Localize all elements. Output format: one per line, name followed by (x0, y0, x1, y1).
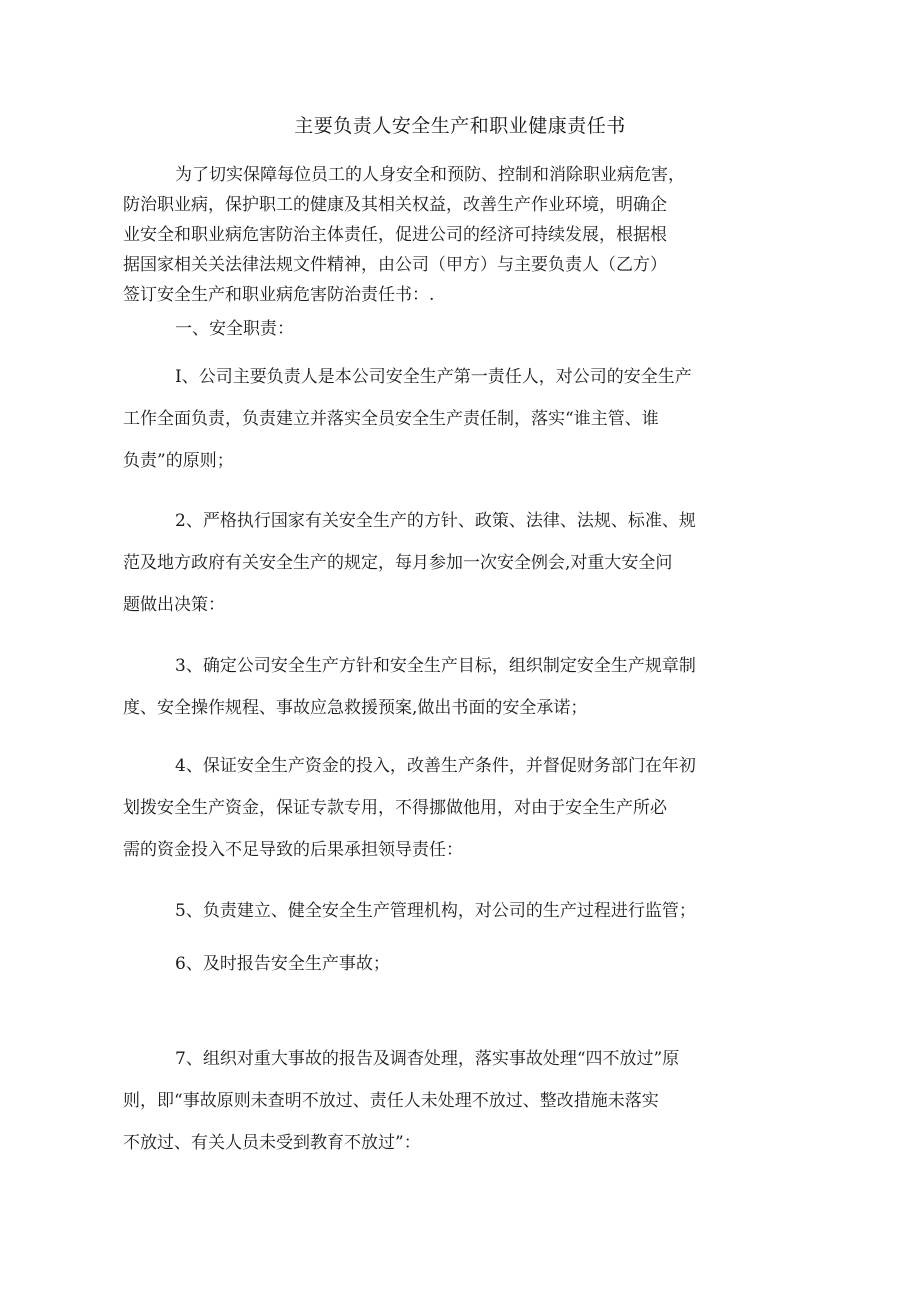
duty-item-line: 7、组织对重大事故的报告及调杳处理，落实事故处理“四不放过”原 (175, 1049, 680, 1069)
duty-item-line: 6、及时报告安全生产事故； (175, 954, 390, 974)
document-title: 主要负责人安全生产和职业健康责任书 (294, 115, 626, 137)
intro-line: 防治职业病，保护职工的健康及其相关权益，改善生产作业环境，明确企 (123, 195, 667, 215)
duty-item-line: 需的资金投入不足导致的后果承担领导责任： (123, 840, 463, 860)
duty-item-line: 范及地方政府有关安全生产的规定，每月参加一次安全例会,对重大安全问 (123, 553, 673, 573)
duty-item-line: 5、负责建立、健全安全生产管理机构，对公司的生产过程进行监管； (175, 901, 696, 921)
duty-item-line: 2、严格执行国家有关安全生产的方针、政策、法律、法规、标准、规 (175, 511, 696, 531)
section-heading-text: 一、安全职责： (175, 319, 294, 339)
duty-item-line: 则，即“事故原则未查明不放过、责任人未处理不放过、整改措施未落实 (123, 1091, 659, 1111)
intro-line: 为了切实保障每位员工的人身安全和预防、控制和消除职业病危害， (175, 165, 685, 185)
duty-item-6 (123, 943, 793, 985)
intro-line: 签订安全生产和职业病危害防治责任书：. (123, 285, 435, 305)
duty-item-5 (123, 890, 793, 932)
duty-item-1 (123, 356, 793, 482)
duty-item-7 (123, 1038, 793, 1164)
duty-item-4 (123, 745, 793, 871)
duty-item-line: 3、确定公司安全生产方针和安全生产目标，组织制定安全生产规章制 (175, 656, 696, 676)
intro-line: 据国家相关关法律法规文件精神，由公司（甲方）与主要负责人（乙方） (123, 255, 667, 275)
duty-item-2 (123, 500, 793, 626)
duty-item-line: I、公司主要负责人是本公司安全生产第一责任人，对公司的安全生产 (175, 367, 692, 387)
intro-line: 业安全和职业病危害防治主体责任，促进公司的经济可持续发展，根据根 (123, 225, 667, 245)
duty-item-line: 题做出决策： (123, 595, 225, 615)
duty-item-line: 工作全面负责，负责建立并落实全员安全生产责任制，落实“谁主管、谁 (123, 409, 659, 429)
duty-item-line: 度、安全操作规程、事故应急救援预案,做出书面的安全承诺； (123, 698, 588, 718)
duty-item-line: 4、保证安全生产资金的投入，改善生产条件，并督促财务部门在年初 (175, 756, 696, 776)
duty-item-3 (123, 645, 793, 729)
duty-item-line: 负责”的原则； (123, 451, 234, 471)
duty-item-line: 划拨安全生产资金，保证专款专用，不得挪做他用，对由于安全生产所必 (123, 798, 667, 818)
section-heading (123, 308, 793, 350)
intro-paragraph (123, 160, 793, 310)
duty-item-line: 不放过、有关人员未受到教育不放过”： (123, 1133, 421, 1153)
